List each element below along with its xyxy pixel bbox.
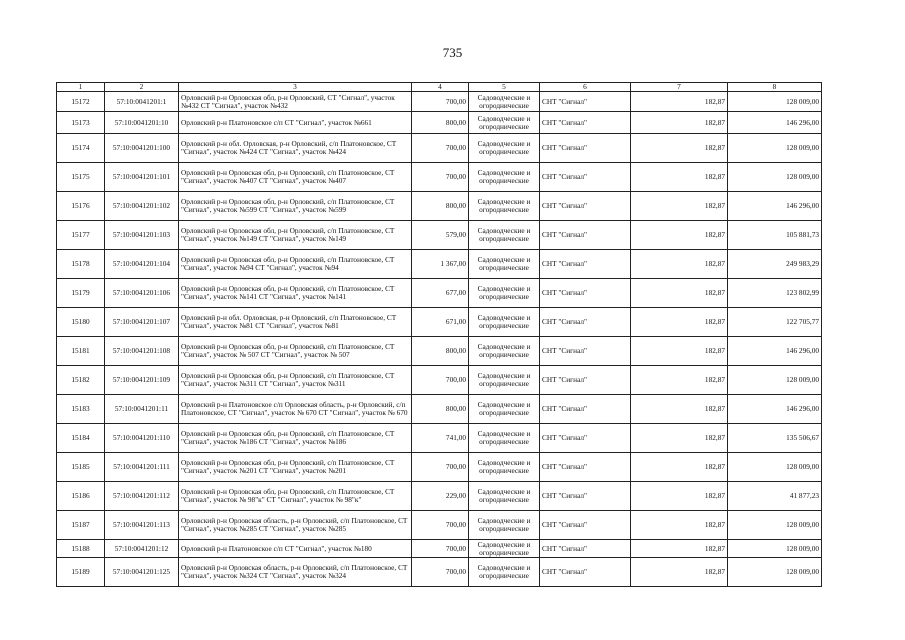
organization-cell: СНТ "Сигнал" (540, 112, 631, 134)
row-number-cell: 15182 (57, 366, 105, 395)
organization-cell: СНТ "Сигнал" (540, 92, 631, 112)
organization-cell: СНТ "Сигнал" (540, 279, 631, 308)
land-category-cell: Садоводческие и огороднические (469, 540, 540, 558)
rate-cell: 182,87 (631, 558, 728, 587)
cadastral-number-cell: 57:10:0041201:11 (105, 395, 179, 424)
table-row (57, 221, 822, 250)
cadastral-value-cell: 41 877,23 (728, 482, 822, 511)
organization-cell: СНТ "Сигнал" (540, 337, 631, 366)
cadastral-value-cell: 146 296,00 (728, 395, 822, 424)
cadastral-value-cell: 128 009,00 (728, 540, 822, 558)
address-cell: Орловский р-н обл. Орловская, р-н Орловский, с/п Платоновское, СТ "Сигнал", участок №424 СТ "Сигнал", участок №424 (179, 134, 412, 163)
cadastral-number-cell: 57:10:0041201:12 (105, 540, 179, 558)
row-number-cell: 15180 (57, 308, 105, 337)
table-row (57, 250, 822, 279)
area-cell: 700,00 (412, 453, 469, 482)
address-cell: Орловский р-н Платоновское с/п Орловская область, р-н Орловский, с/п Платоновское, СТ "Сигнал", участок № 670 СТ "Сигнал", участок № 670 (179, 395, 412, 424)
land-category-cell: Садоводческие и огороднические (469, 558, 540, 587)
cadastral-value-cell: 122 705,77 (728, 308, 822, 337)
table-row (57, 366, 822, 395)
rate-cell: 182,87 (631, 112, 728, 134)
address-cell: Орловский р-н Орловская обл, р-н Орловский, с/п Платоновское, СТ "Сигнал", участок №599 СТ "Сигнал", участок №599 (179, 192, 412, 221)
cadastral-number-cell: 57:10:0041201:100 (105, 134, 179, 163)
cadastral-number-cell: 57:10:0041201:102 (105, 192, 179, 221)
rate-cell: 182,87 (631, 221, 728, 250)
cadastral-value-cell: 128 009,00 (728, 558, 822, 587)
cadastral-number-cell: 57:10:0041201:112 (105, 482, 179, 511)
row-number-cell: 15184 (57, 424, 105, 453)
area-cell: 229,00 (412, 482, 469, 511)
row-number-cell: 15173 (57, 112, 105, 134)
land-category-cell: Садоводческие и огороднические (469, 92, 540, 112)
area-cell: 700,00 (412, 558, 469, 587)
row-number-cell: 15189 (57, 558, 105, 587)
area-cell: 1 367,00 (412, 250, 469, 279)
cadastral-number-cell: 57:10:0041201:107 (105, 308, 179, 337)
rate-cell: 182,87 (631, 92, 728, 112)
cadastral-number-cell: 57:10:0041201:111 (105, 453, 179, 482)
address-cell: Орловский р-н Орловская обл, р-н Орловский, с/п Платоновское, СТ "Сигнал", участок №407 СТ "Сигнал", участок №407 (179, 163, 412, 192)
organization-cell: СНТ "Сигнал" (540, 558, 631, 587)
organization-cell: СНТ "Сигнал" (540, 511, 631, 540)
table-row (57, 163, 822, 192)
land-category-cell: Садоводческие и огороднические (469, 511, 540, 540)
cadastral-value-cell: 128 009,00 (728, 134, 822, 163)
address-cell: Орловский р-н Орловская обл, р-н Орловский, с/п Платоновское, СТ "Сигнал", участок №149 СТ "Сигнал", участок №149 (179, 221, 412, 250)
table-row (57, 279, 822, 308)
land-category-cell: Садоводческие и огороднические (469, 192, 540, 221)
rate-cell: 182,87 (631, 250, 728, 279)
land-category-cell: Садоводческие и огороднические (469, 424, 540, 453)
area-cell: 700,00 (412, 511, 469, 540)
land-category-cell: Садоводческие и огороднические (469, 221, 540, 250)
row-number-cell: 15187 (57, 511, 105, 540)
address-cell: Орловский р-н Орловская обл, р-н Орловский, с/п Платоновское, СТ "Сигнал", участок №94 СТ "Сигнал", участок №94 (179, 250, 412, 279)
address-cell: Орловский р-н Платоновское с/п СТ "Сигнал", участок №661 (179, 112, 412, 134)
organization-cell: СНТ "Сигнал" (540, 540, 631, 558)
rate-cell: 182,87 (631, 134, 728, 163)
address-cell: Орловский р-н Орловская обл, р-н Орловский, с/п Платоновское, СТ "Сигнал", участок №201 СТ "Сигнал", участок №201 (179, 453, 412, 482)
land-category-cell: Садоводческие и огороднические (469, 112, 540, 134)
rate-cell: 182,87 (631, 337, 728, 366)
organization-cell: СНТ "Сигнал" (540, 134, 631, 163)
organization-cell: СНТ "Сигнал" (540, 482, 631, 511)
land-category-cell: Садоводческие и огороднические (469, 453, 540, 482)
table-row (57, 511, 822, 540)
row-number-cell: 15172 (57, 92, 105, 112)
row-number-cell: 15174 (57, 134, 105, 163)
land-category-cell: Садоводческие и огороднические (469, 279, 540, 308)
row-number-cell: 15176 (57, 192, 105, 221)
area-cell: 671,00 (412, 308, 469, 337)
cadastral-number-cell: 57:10:0041201:104 (105, 250, 179, 279)
land-category-cell: Садоводческие и огороднические (469, 308, 540, 337)
rate-cell: 182,87 (631, 511, 728, 540)
header-row (57, 83, 822, 92)
area-cell: 579,00 (412, 221, 469, 250)
cadastral-value-cell: 123 802,99 (728, 279, 822, 308)
rate-cell: 182,87 (631, 308, 728, 337)
rate-cell: 182,87 (631, 424, 728, 453)
column-header: 7 (631, 83, 728, 92)
table-row (57, 112, 822, 134)
area-cell: 700,00 (412, 134, 469, 163)
table-body (57, 92, 822, 587)
address-cell: Орловский р-н Орловская обл, р-н Орловский, с/п Платоновское, СТ "Сигнал", участок №186 СТ "Сигнал", участок №186 (179, 424, 412, 453)
rate-cell: 182,87 (631, 192, 728, 221)
cadastral-number-cell: 57:10:0041201:10 (105, 112, 179, 134)
table-row (57, 482, 822, 511)
column-header: 3 (179, 83, 412, 92)
row-number-cell: 15181 (57, 337, 105, 366)
area-cell: 700,00 (412, 540, 469, 558)
table-row (57, 558, 822, 587)
column-header: 2 (105, 83, 179, 92)
page-number: 735 (442, 45, 463, 60)
rate-cell: 182,87 (631, 279, 728, 308)
address-cell: Орловский р-н Орловская обл, р-н Орловский, с/п Платоновское, СТ "Сигнал", участок № 507 СТ "Сигнал", участок № 507 (179, 337, 412, 366)
area-cell: 800,00 (412, 337, 469, 366)
organization-cell: СНТ "Сигнал" (540, 250, 631, 279)
row-number-cell: 15186 (57, 482, 105, 511)
cadastral-value-cell: 128 009,00 (728, 366, 822, 395)
row-number-cell: 15185 (57, 453, 105, 482)
row-number-cell: 15188 (57, 540, 105, 558)
organization-cell: СНТ "Сигнал" (540, 395, 631, 424)
organization-cell: СНТ "Сигнал" (540, 366, 631, 395)
area-cell: 700,00 (412, 366, 469, 395)
area-cell: 800,00 (412, 395, 469, 424)
cadastral-number-cell: 57:10:0041201:106 (105, 279, 179, 308)
address-cell: Орловский р-н Платоновское с/п СТ "Сигнал", участок №180 (179, 540, 412, 558)
organization-cell: СНТ "Сигнал" (540, 424, 631, 453)
table-row (57, 424, 822, 453)
organization-cell: СНТ "Сигнал" (540, 308, 631, 337)
column-header: 6 (540, 83, 631, 92)
cadastral-number-cell: 57:10:0041201:101 (105, 163, 179, 192)
column-header: 8 (728, 83, 822, 92)
cadastral-value-cell: 135 506,67 (728, 424, 822, 453)
rate-cell: 182,87 (631, 395, 728, 424)
row-number-cell: 15183 (57, 395, 105, 424)
rate-cell: 182,87 (631, 366, 728, 395)
cadastral-value-cell: 146 296,00 (728, 192, 822, 221)
area-cell: 800,00 (412, 192, 469, 221)
land-registry-table (56, 82, 822, 587)
column-header: 4 (412, 83, 469, 92)
cadastral-number-cell: 57:10:0041201:103 (105, 221, 179, 250)
land-category-cell: Садоводческие и огороднические (469, 250, 540, 279)
table-row (57, 134, 822, 163)
table-row (57, 453, 822, 482)
table-row (57, 192, 822, 221)
cadastral-number-cell: 57:10:0041201:109 (105, 366, 179, 395)
cadastral-number-cell: 57:10:0041201:125 (105, 558, 179, 587)
table-row (57, 395, 822, 424)
cadastral-number-cell: 57:10:0041201:1 (105, 92, 179, 112)
row-number-cell: 15179 (57, 279, 105, 308)
cadastral-number-cell: 57:10:0041201:108 (105, 337, 179, 366)
area-cell: 700,00 (412, 163, 469, 192)
address-cell: Орловский р-н обл. Орловская, р-н Орловский, с/п Платоновское, СТ "Сигнал", участок №81 СТ "Сигнал", участок №81 (179, 308, 412, 337)
rate-cell: 182,87 (631, 540, 728, 558)
land-category-cell: Садоводческие и огороднические (469, 337, 540, 366)
column-header: 1 (57, 83, 105, 92)
row-number-cell: 15175 (57, 163, 105, 192)
cadastral-number-cell: 57:10:0041201:110 (105, 424, 179, 453)
cadastral-value-cell: 128 009,00 (728, 453, 822, 482)
land-category-cell: Садоводческие и огороднические (469, 395, 540, 424)
organization-cell: СНТ "Сигнал" (540, 221, 631, 250)
cadastral-number-cell: 57:10:0041201:113 (105, 511, 179, 540)
column-header: 5 (469, 83, 540, 92)
table-row (57, 308, 822, 337)
table-row (57, 540, 822, 558)
cadastral-value-cell: 128 009,00 (728, 92, 822, 112)
cadastral-value-cell: 146 296,00 (728, 112, 822, 134)
land-category-cell: Садоводческие и огороднические (469, 134, 540, 163)
area-cell: 741,00 (412, 424, 469, 453)
cadastral-value-cell: 249 983,29 (728, 250, 822, 279)
cadastral-value-cell: 105 881,73 (728, 221, 822, 250)
address-cell: Орловский р-н Орловская область, р-н Орловский, с/п Платоновское, СТ "Сигнал", участок №285 СТ "Сигнал", участок №285 (179, 511, 412, 540)
cadastral-value-cell: 146 296,00 (728, 337, 822, 366)
row-number-cell: 15177 (57, 221, 105, 250)
table-row (57, 92, 822, 112)
address-cell: Орловский р-н Орловская обл, р-н Орловский, с/п Платоновское, СТ "Сигнал", участок №141 СТ "Сигнал", участок №141 (179, 279, 412, 308)
land-category-cell: Садоводческие и огороднические (469, 163, 540, 192)
land-category-cell: Садоводческие и огороднические (469, 482, 540, 511)
area-cell: 800,00 (412, 112, 469, 134)
area-cell: 677,00 (412, 279, 469, 308)
rate-cell: 182,87 (631, 482, 728, 511)
cadastral-value-cell: 128 009,00 (728, 511, 822, 540)
address-cell: Орловский р-н Орловская обл, р-н Орловский, СТ "Сигнал", участок №432 СТ "Сигнал", участок №432 (179, 92, 412, 112)
organization-cell: СНТ "Сигнал" (540, 453, 631, 482)
rate-cell: 182,87 (631, 453, 728, 482)
table-row (57, 337, 822, 366)
row-number-cell: 15178 (57, 250, 105, 279)
address-cell: Орловский р-н Орловская область, р-н Орловский, с/п Платоновское, СТ "Сигнал", участок №324 СТ "Сигнал", участок №324 (179, 558, 412, 587)
cadastral-value-cell: 128 009,00 (728, 163, 822, 192)
area-cell: 700,00 (412, 92, 469, 112)
address-cell: Орловский р-н Орловская обл, р-н Орловский, с/п Платоновское, СТ "Сигнал", участок № 98"к" СТ "Сигнал", участок № 98"к" (179, 482, 412, 511)
organization-cell: СНТ "Сигнал" (540, 163, 631, 192)
address-cell: Орловский р-н Орловская обл, р-н Орловский, с/п Платоновское, СТ "Сигнал", участок №311 СТ "Сигнал", участок №311 (179, 366, 412, 395)
rate-cell: 182,87 (631, 163, 728, 192)
organization-cell: СНТ "Сигнал" (540, 192, 631, 221)
land-category-cell: Садоводческие и огороднические (469, 366, 540, 395)
